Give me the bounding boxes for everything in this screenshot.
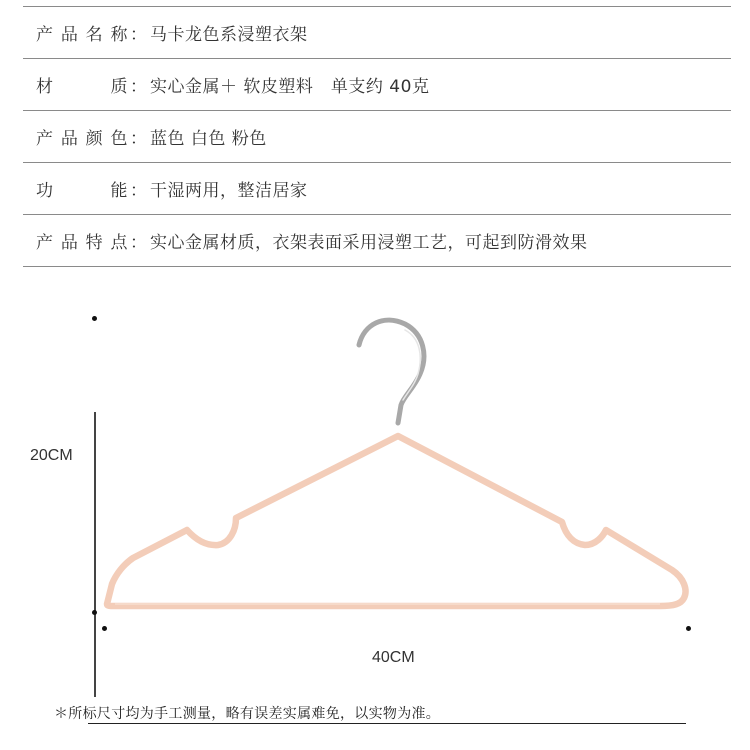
spec-label: 产品颜色	[36, 129, 128, 149]
spec-colon: ：	[130, 25, 148, 45]
spec-label: 产品特点	[36, 233, 128, 253]
hanger-hook	[359, 320, 424, 423]
footnote-disclaimer: ＊所标尺寸均为手工测量，略有误差实属难免，以实物为准。	[54, 706, 441, 722]
hanger-frame	[107, 436, 686, 606]
spec-value: 实心金属材质，衣架表面采用浸塑工艺，可起到防滑效果	[150, 233, 588, 253]
spec-colon: ：	[130, 233, 148, 253]
spec-label: 材质	[36, 77, 128, 97]
height-label: 20CM	[30, 447, 73, 464]
spec-value: 马卡龙色系浸塑衣架	[150, 25, 308, 45]
footnote-underline	[88, 723, 686, 724]
width-label: 40CM	[372, 649, 415, 666]
spec-colon: ：	[130, 181, 148, 201]
spec-value: 干湿两用，整洁居家	[150, 181, 308, 201]
spec-colon: ：	[130, 77, 148, 97]
spec-label: 功能	[36, 181, 128, 201]
spec-value: 蓝色 白色 粉色	[150, 129, 267, 149]
spec-label: 产品名称	[36, 25, 128, 45]
spec-colon: ：	[130, 129, 148, 149]
spec-value: 实心金属＋ 软皮塑料 单支约 40克	[150, 77, 430, 97]
